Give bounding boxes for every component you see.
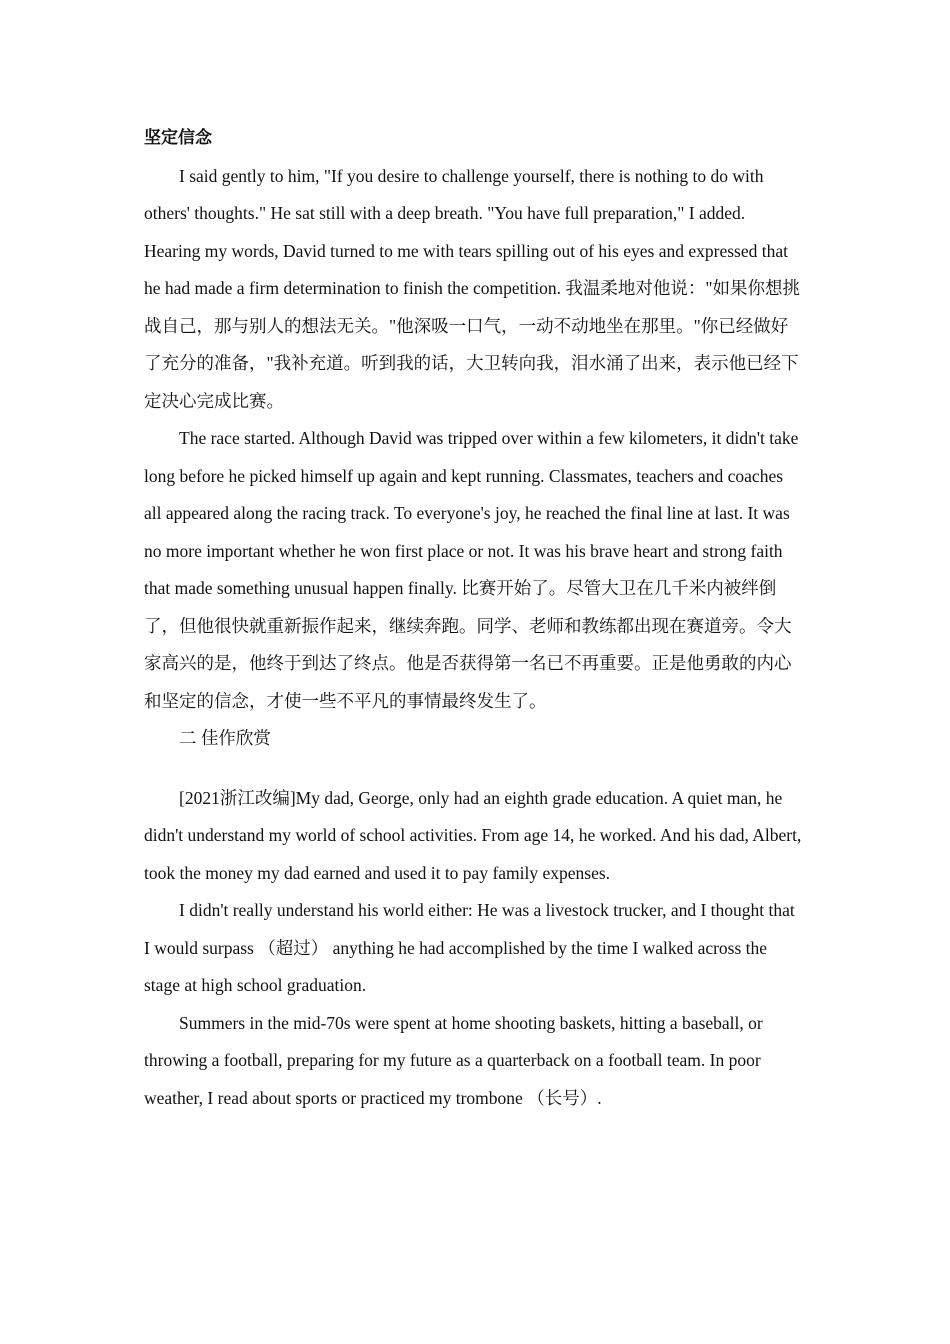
paragraph-encouragement: I said gently to him, "If you desire to challenge yourself, there is nothing to do with others' thoughts." He sat still with a deep breath. "You have full preparation," I added. Hearing my words, David turned to me with tears spilling out of his eyes and expressed that he had made a firm determination to finish the competition. 我温柔地对他说："如果你想挑战自己，那与别人的想法无关。"他深吸一口气，一动不动地坐在那里。"你已经做好了充分的准备，"我补充道。听到我的话，大卫转向我，泪水涌了出来，表示他已经下定决心完成比赛。 <box>144 165 800 411</box>
paragraph-race: The race started. Although David was tripped over within a few kilometers, it didn't take long before he picked himself up again and kept running. Classmates, teachers and coaches all appeared along the racing track. To everyone's joy, he reached the final line at last. It was no more important whether he won first place or not. It was his brave heart and strong faith that made something unusual happen finally. 比赛开始了。尽管大卫在几千米内被绊倒了，但他很快就重新振作起来，继续奔跑。同学、老师和教练都出现在赛道旁。令大家高兴的是，他终于到达了终点。他是否获得第一名已不再重要。正是他勇敢的内心和坚定的信念，才使一些不平凡的事情最终发生了。 <box>144 428 799 711</box>
paragraph-dad-world: I didn't really understand his world either: He was a livestock trucker, and I thought that I would surpass （超过） anything he had accomplished by the time I walked across the stage at high school graduation. <box>144 900 795 995</box>
document-page <box>144 120 804 1117</box>
paragraph-dad-george: [2021浙江改编]My dad, George, only had an eighth grade education. A quiet man, he didn't understand my world of school activities. From age 14, he worked. And his dad, Albert, took the money my dad earned and used it to pay family expenses. <box>144 787 802 883</box>
section-heading: 坚定信念 <box>144 128 212 148</box>
paragraph-summers: Summers in the mid-70s were spent at home shooting baskets, hitting a baseball, or throwing a football, preparing for my future as a quarterback on a football team. In poor weather, I read about sports or practiced my trombone （长号）. <box>144 1012 763 1108</box>
section-title-model-essay: 二 佳作欣赏 <box>179 728 271 748</box>
